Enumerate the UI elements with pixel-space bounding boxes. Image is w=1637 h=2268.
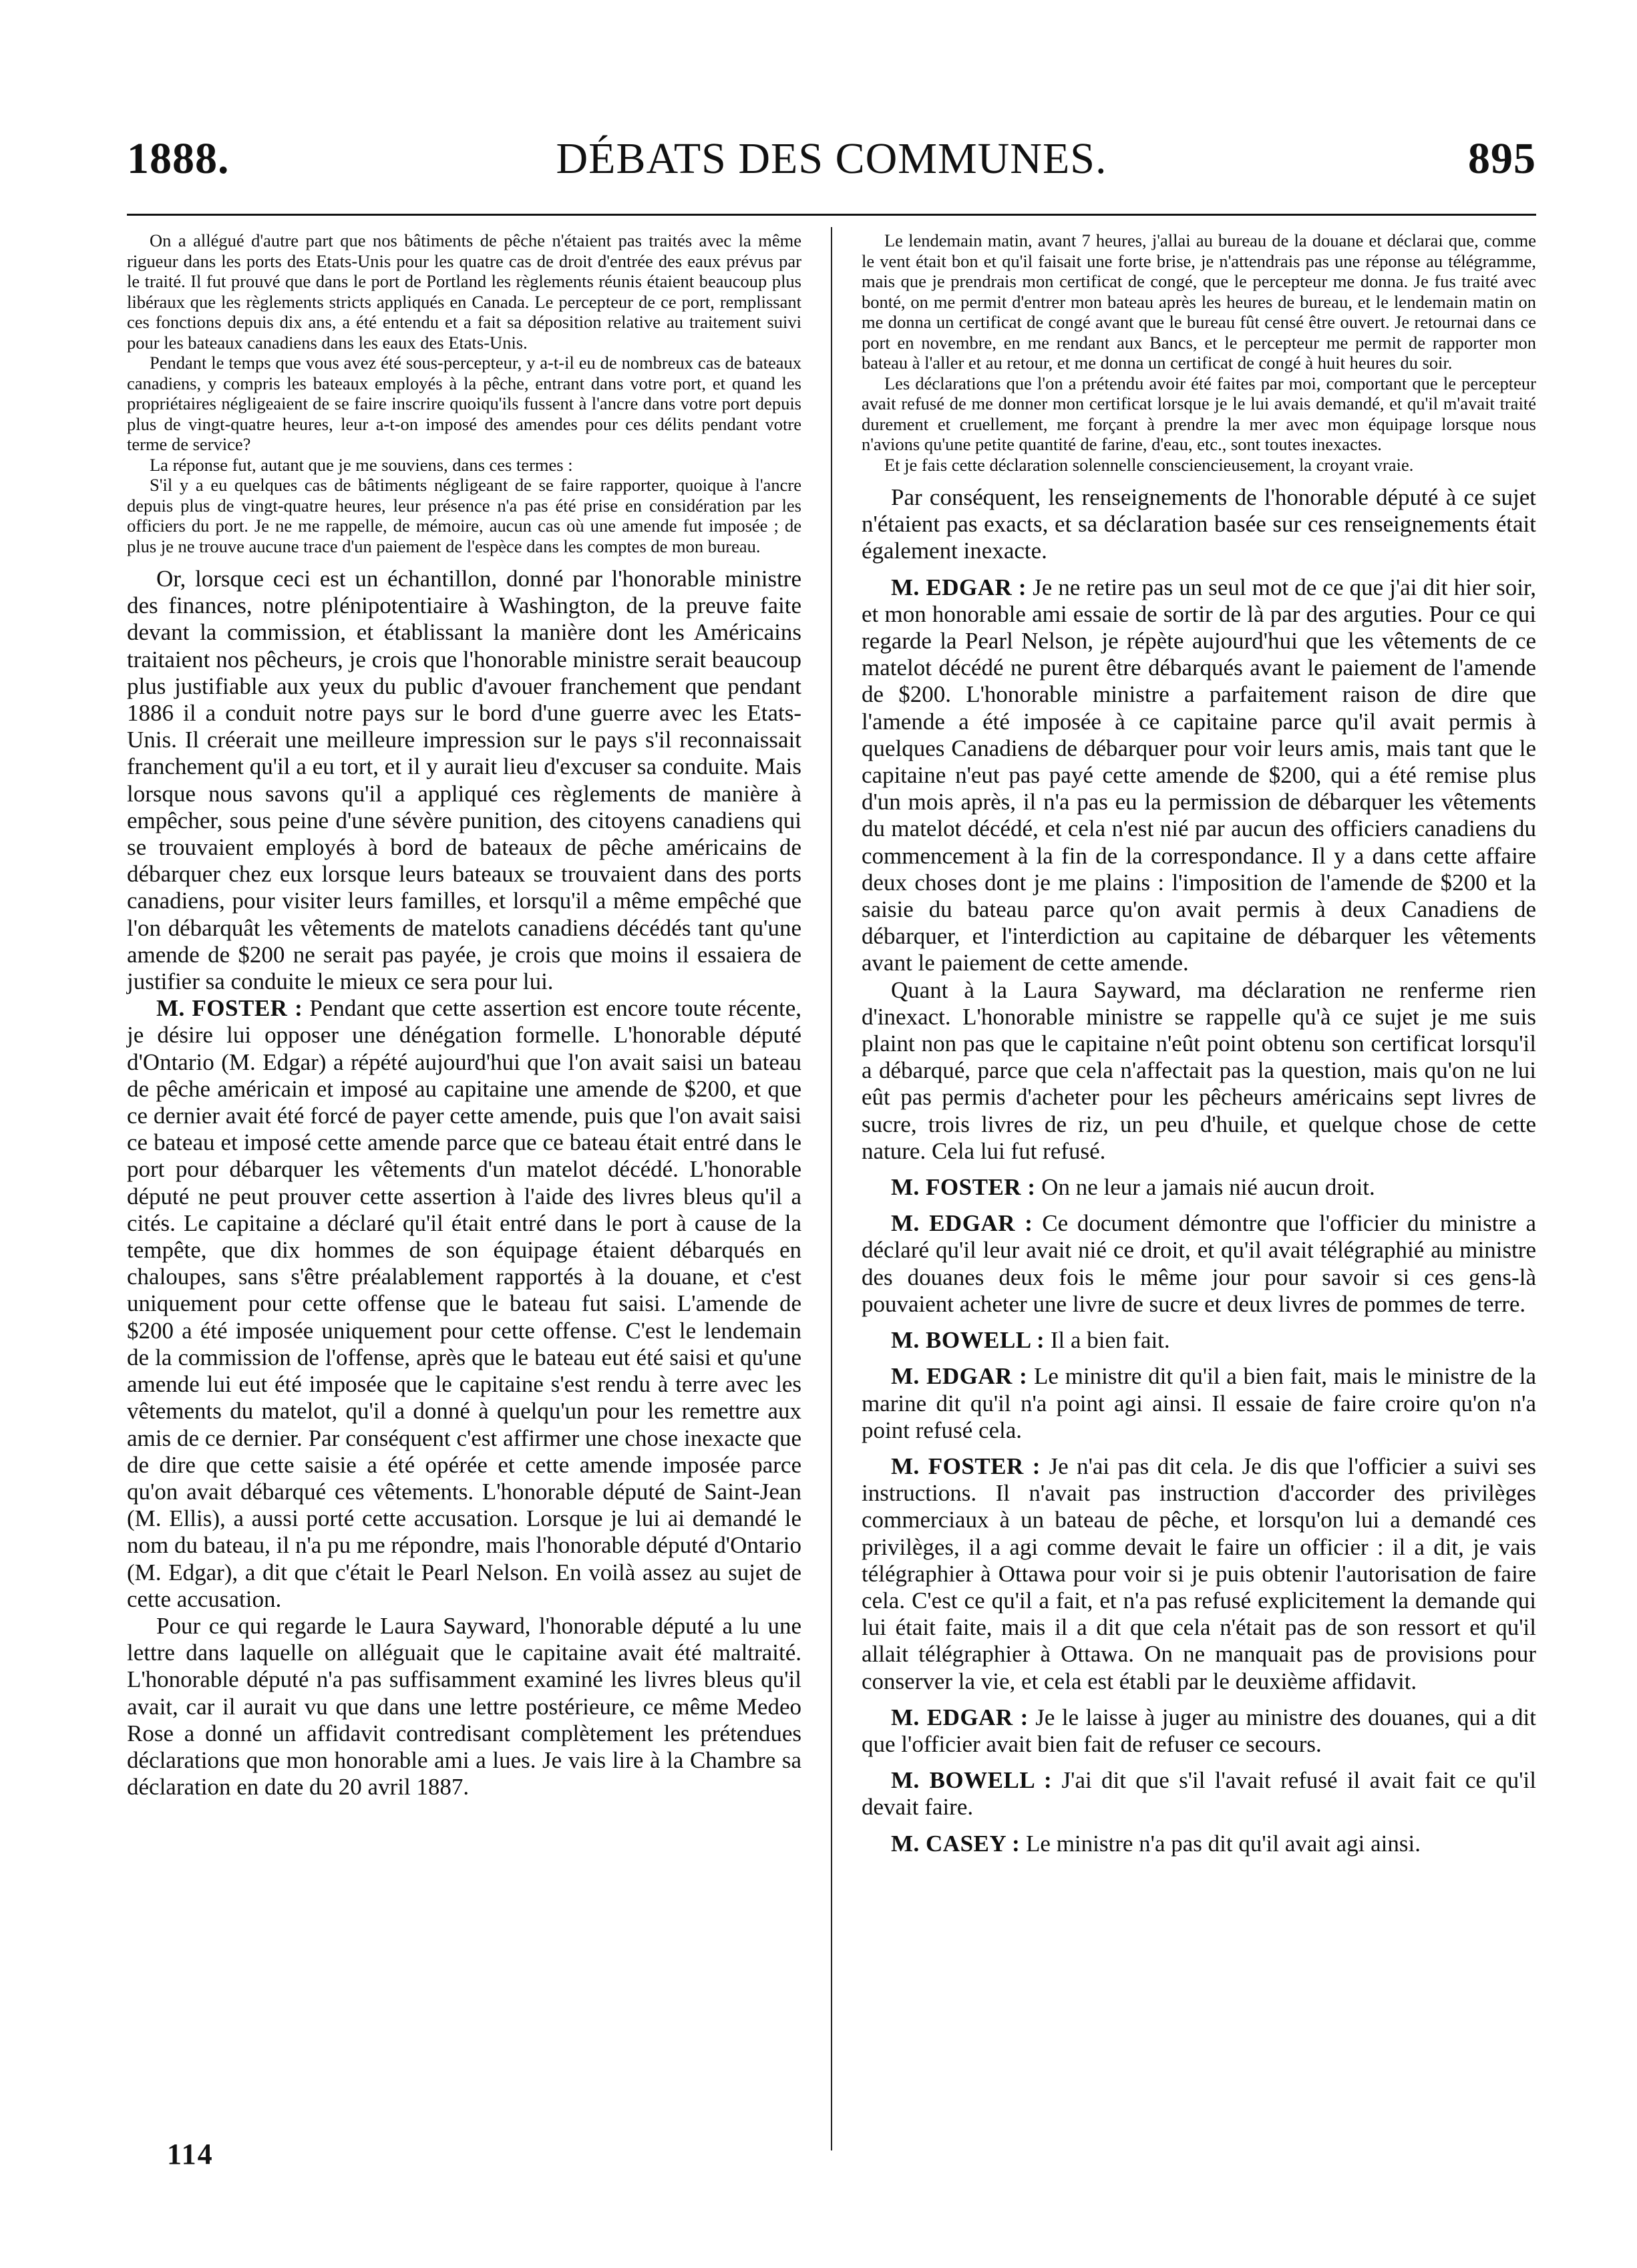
speaker-name: M. EDGAR : [891, 574, 1027, 600]
right-paragraph [862, 1704, 1536, 1758]
paragraph-text: Or, lorsque ceci est un échantillon, donné par l'honorable ministre des finances, notre plénipotentiaire à Washington, de la preuve faite devant la commission, et établissant la manière dont les Américains traitaient nos pêcheurs, je crois que l'honorable ministre serait beaucoup plus justifiable aux yeux du public d'avouer franchement que pendant 1886 il a conduit notre pays sur le bord d'une guerre avec les Etats-Unis. Il créerait une meilleure impression sur le pays s'il reconnaissait franchement qu'il a eu tort, et il y aurait lieu d'excuser sa conduite. Mais lorsque nous savons qu'il a appliqué ces règlements de manière à empêcher, sous peine d'une sévère punition, des citoyens canadiens qui se trouvaient employés à bord de bateaux de pêche américains de débarquer chez eux lorsque leurs bateaux se trouvaient dans des ports canadiens, pour visiter leurs familles, et lorsqu'il a même empêché que l'on débarquât les vêtements de matelots canadiens décédés tant qu'une amende de $200 ne serait pas payée, je crois que moins il essaiera de justifier sa conduite le mieux ce sera pour lui. [127, 566, 801, 995]
right-paragraph [862, 1174, 1536, 1201]
page [127, 127, 1537, 2170]
left-paragraph [127, 566, 801, 995]
header-page-number: 895 [1468, 134, 1536, 183]
left-small-paragraph: On a allégué d'autre part que nos bâtiments de pêche n'étaient pas traités avec la même rigueur dans les ports des Etats-Unis pour les quatre cas de droit d'entrée des eaux prévus par le traité. Il fut prouvé que dans le port de Portland les règlements réunis étaient beaucoup plus libéraux que les règlements stricts appliqués en Canada. Le percepteur de ce port, remplissant ces fonctions depuis dix ans, a été entendu et a fait sa déposition relative au traitement suivi pour les bateaux canadiens dans les eaux des Etats-Unis. [127, 230, 801, 353]
right-small-paragraph: Le lendemain matin, avant 7 heures, j'allai au bureau de la douane et déclarai que, comme le vent était bon et qu'il faisait une forte brise, je n'attendrais pas une réponse au télégramme, mais que je prendrais mon certificat de congé, que le percepteur me donna. Je fus traité avec bonté, on me permit d'entrer mon bateau après les heures de bureau, et le lendemain matin on me donna un certificat de congé avant que le bureau fût censé être ouvert. Je retournai dans ce port en novembre, en me rendant aux Bancs, et le percepteur me permit de rapporter mon bateau à l'aller et au retour, et me donna un certificat de congé à huit heures du soir. [862, 230, 1536, 373]
signature-mark: 114 [167, 2138, 214, 2170]
left-paragraph [127, 995, 801, 1613]
left-small-paragraph: La réponse fut, autant que je me souviens, dans ces termes : [150, 454, 573, 475]
paragraph-text: Par conséquent, les renseignements de l'honorable député à ce sujet n'étaient pas exacts, et sa déclaration basée sur ces renseignements était également inexacte. [862, 484, 1536, 564]
right-small-paragraph: Les déclarations que l'on a prétendu avoir été faites par moi, comportant que le percepteur avait refusé de me donner mon certificat lorsque je le lui avais demandé, et qu'il m'avait traité durement et cruellement, me forçant à prendre la mer avec mon équipage lorsque nous n'avions qu'une petite quantité de farine, d'eau, etc., sont toutes inexactes. [862, 373, 1536, 454]
right-paragraph [862, 1831, 1536, 1857]
right-paragraph [862, 1327, 1536, 1354]
header-rule [127, 214, 1536, 216]
speaker-name: M. FOSTER : [156, 995, 303, 1022]
paragraph-text: Le ministre dit qu'il a bien fait, mais le ministre de la marine dit qu'il n'a point agi ainsi. Il essaie de faire croire qu'on n'a point refusé cela. [862, 1363, 1536, 1443]
speaker-name: M. EDGAR : [891, 1210, 1033, 1237]
right-paragraph [862, 574, 1536, 977]
right-paragraph [862, 977, 1536, 1165]
speaker-name: M. BOWELL : [891, 1767, 1053, 1794]
paragraph-text: Je n'ai pas dit cela. Je dis que l'officier a suivi ses instructions. Il n'avait pas instruction d'accorder des privilèges commerciaux à un bateau de pêche, et lorsqu'on lui a demandé ces privilèges, il a agi comme devait le faire un officier : il a dit, je vais télégraphier à Ottawa pour voir si je puis obtenir l'autorisation de faire cela. C'est ce qu'il a fait, et n'a pas refusé explicitement la demande qui lui était faite, mais il a dit que cela n'était pas de son ressort et qu'il allait télégraphier à Ottawa. On ne manquait pas de provisions pour conserver la vie, et cela est établi par le deuxième affidavit. [862, 1453, 1537, 1694]
right-paragraph [862, 484, 1536, 565]
paragraph-text: Il a bien fait. [1050, 1327, 1170, 1354]
right-column [862, 230, 1536, 1857]
paragraph-text: Quant à la Laura Sayward, ma déclaration ne renferme rien d'inexact. L'honorable ministre se rappelle qu'à ce sujet je me suis plaint non pas que le capitaine n'eût point obtenu son certificat lorsqu'il a débarqué, parce que cela n'affectait pas la question, mais qu'on ne lui eût pas permis d'acheter pour les pêcheurs américains sept livres de sucre, trois livres de riz, un peu d'huile, et quelque chose de cette nature. Cela lui fut refusé. [862, 976, 1536, 1164]
paragraph-text: Le ministre n'a pas dit qu'il avait agi ainsi. [1026, 1830, 1421, 1857]
paragraph-text: Ce document démontre que l'officier du ministre a déclaré qu'il leur avait nié ce droit, et qu'il avait télégraphié au ministre des douanes deux fois le même jour pour savoir si ces gens-là pouvaient acheter une livre de sucre et deux livres de pommes de terre. [862, 1210, 1536, 1317]
right-small-block [862, 230, 1536, 475]
right-paragraph [862, 1453, 1536, 1695]
header-title: DÉBATS DES COMMUNES. [556, 134, 1107, 183]
left-small-paragraph: S'il y a eu quelques cas de bâtiments négligeant de se faire rapporter, quoique à l'ancre depuis plus de vingt-quatre heures, leur présence n'a pas été prise en considération par les officiers du port. Je ne me rappelle, de mémoire, aucun cas où une amende fut imposée ; de plus je ne trouve aucune trace d'un paiement de l'espèce dans les comptes de mon bureau. [127, 475, 801, 556]
page-header [127, 127, 1536, 194]
header-year: 1888. [127, 134, 230, 183]
paragraph-text: J'ai dit que s'il l'avait refusé il avait fait ce qu'il devait faire. [862, 1767, 1536, 1821]
speaker-name: M. BOWELL : [891, 1327, 1045, 1354]
paragraph-text: On ne leur a jamais nié aucun droit. [1041, 1174, 1375, 1201]
left-column [127, 230, 801, 1801]
right-paragraph [862, 1210, 1536, 1318]
left-small-paragraph: Pendant le temps que vous avez été sous-percepteur, y a-t-il eu de nombreux cas de bateaux canadiens, y compris les bateaux employés à la pêche, entrant dans votre port, et quand les propriétaires négligeaient de se faire inscrire quoiqu'ils fussent à l'ancre dans votre port depuis plus de vingt-quatre heures, leur a-t-on imposé des amendes pour ces délits pendant votre terme de service? [127, 353, 801, 454]
left-large-block [127, 566, 801, 1801]
right-paragraph [862, 1363, 1536, 1444]
speaker-name: M. EDGAR : [891, 1704, 1029, 1730]
right-small-paragraph: Et je fais cette déclaration solennelle consciencieusement, la croyant vraie. [884, 454, 1414, 475]
left-small-block [127, 230, 801, 556]
paragraph-text: Pendant que cette assertion est encore toute récente, je désire lui opposer une dénégation formelle. L'honorable député d'Ontario (M. Edgar) a répété aujourd'hui que l'on avait saisi un bateau de pêche américain et imposé au capitaine une amende de $200, et que ce dernier avait été forcé de payer cette amende, puis que l'on avait saisi ce bateau et imposé cette amende parce que ce bateau était entré dans le port pour débarquer les vêtements d'un matelot décédé. L'honorable député ne peut prouver cette assertion à l'aide des livres bleus qu'il a cités. Le capitaine a déclaré qu'il était entré dans le port à cause de la tempête, que dix hommes de son équipage étaient débarqués en chaloupes, sans s'être préalablement rapportés à la douane, et c'est uniquement pour cette offense que le bateau fut saisi. L'amende de $200 a été imposée uniquement pour cette offense. C'est le lendemain de la commission de l'offense, après que le bateau eut été saisi et qu'une amende lui eut été imposée que le capitaine s'est rendu à terre avec les vêtements du matelot, qu'il a donné à quelqu'un pour les remettre aux amis de ce dernier. Par conséquent c'est affirmer une chose inexacte que de dire que cette saisie a été opérée et cette amende imposée parce qu'on avait débarqué ces vêtements. L'honorable député de Saint-Jean (M. Ellis), a aussi porté cette accusation. Lorsque je lui ai demandé le nom du bateau, il n'a pu me répondre, mais l'honorable député d'Ontario (M. Edgar), a dit que c'était le Pearl Nelson. En voilà assez au sujet de cette accusation. [127, 995, 801, 1612]
speaker-name: M. EDGAR : [891, 1363, 1028, 1390]
speaker-name: M. FOSTER : [891, 1174, 1036, 1201]
speaker-name: M. CASEY : [891, 1830, 1021, 1857]
speaker-name: M. FOSTER : [891, 1453, 1041, 1479]
right-paragraph [862, 1767, 1536, 1821]
paragraph-text: Je ne retire pas un seul mot de ce que j'ai dit hier soir, et mon honorable ami essaie de sortir de là par des arguties. Pour ce qui regarde la Pearl Nelson, je répète aujourd'hui que les vêtements de ce matelot décédé ne purent être débarqués avant le paiement de l'amende de $200. L'honorable ministre a parfaitement raison de dire que l'amende a été imposée à ce capitaine parce qu'il avait permis à quelques Canadiens de débarquer pour voir leurs amis, mais tant que le capitaine n'eut pas payé cette amende de $200, qui a été remise plus d'un mois après, il n'a pas eu la permission de débarquer les vêtements du matelot décédé, et cela n'est nié par aucun des officiers canadiens du commencement à la fin de la correspondance. Il y a dans cette affaire deux choses dont je me plains : l'imposition de l'amende de $200 et la saisie du bateau parce qu'on avait permis à deux Canadiens de débarquer, et l'interdiction au capitaine de débarquer les vêtements avant le paiement de cette amende. [862, 574, 1537, 976]
paragraph-text: Pour ce qui regarde le Laura Sayward, l'honorable député a lu une lettre dans laquelle on alléguait que le capitaine avait été maltraité. L'honorable député n'a pas suffisamment examiné les livres bleus qu'il avait, car il aurait vu que dans une lettre postérieure, ce même Medeo Rose a donné un affidavit contredisant complètement les prétendues déclarations que mon honorable ami a lues. Je vais lire à la Chambre sa déclaration en date du 20 avril 1887. [127, 1612, 801, 1801]
column-divider [831, 227, 832, 2150]
paragraph-text: Je le laisse à juger au ministre des douanes, qui a dit que l'officier avait bien fait de refuser ce secours. [862, 1704, 1536, 1757]
left-paragraph [127, 1613, 801, 1801]
right-large-block [862, 484, 1536, 1857]
